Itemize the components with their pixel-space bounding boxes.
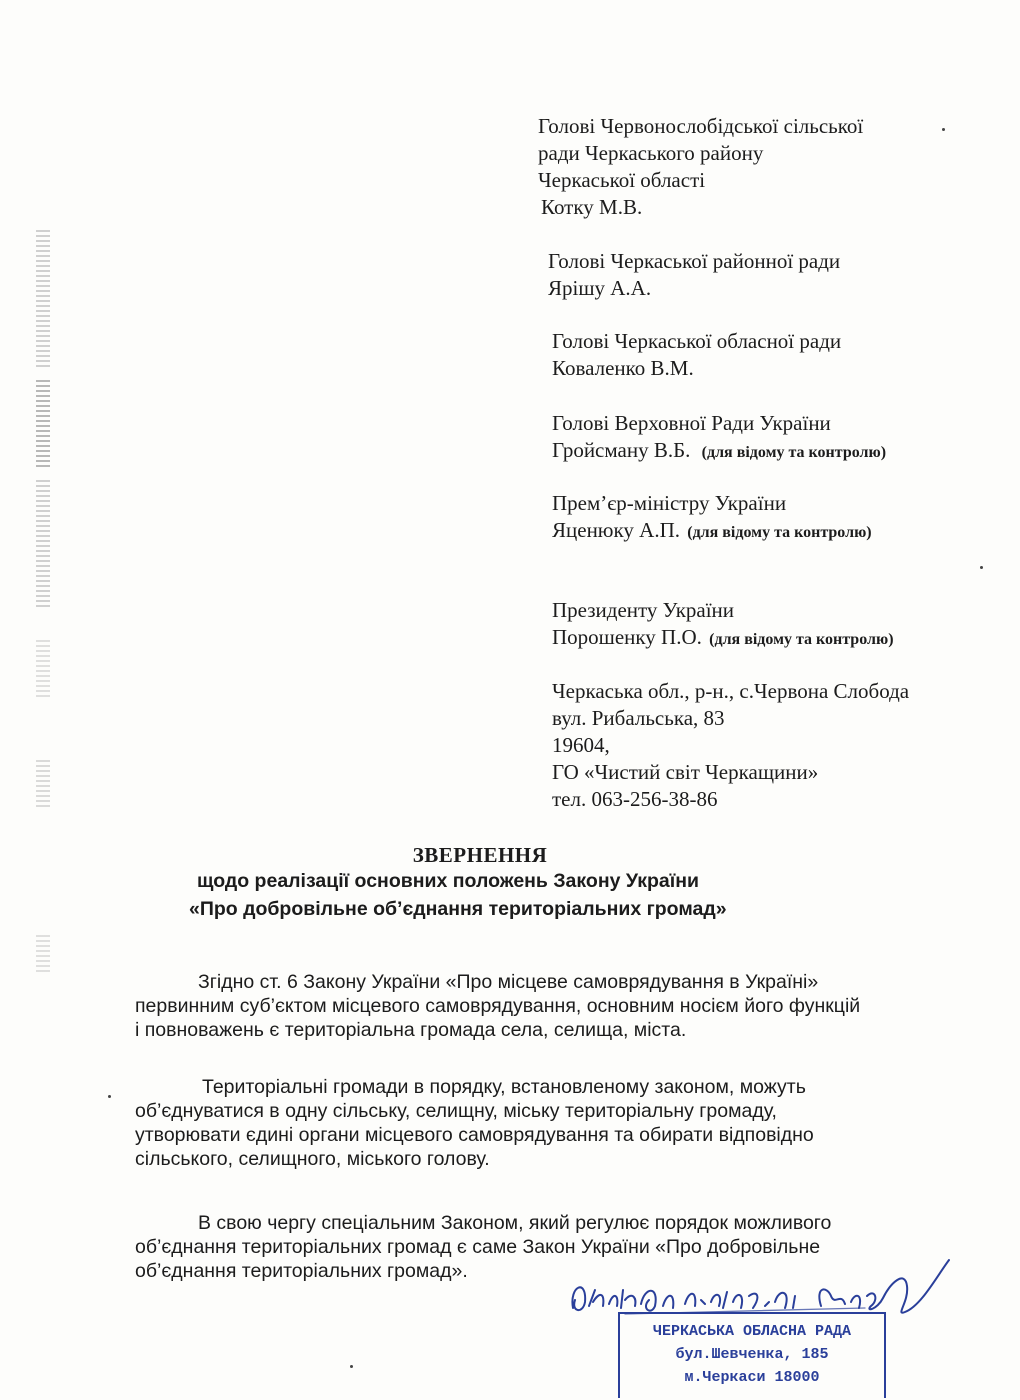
scan-edge-artifact <box>36 760 50 810</box>
document-subtitle: щодо реалізації основних положень Закону України <box>197 870 700 892</box>
sender-line: тел. 063-256-38-86 <box>552 787 718 811</box>
scan-edge-artifact <box>36 480 50 610</box>
recipient-line: Прем’єр-міністру України <box>552 491 787 515</box>
sender-address <box>552 678 909 813</box>
scan-speck <box>942 128 945 131</box>
recipient-line: Президенту України <box>552 598 735 622</box>
recipient-line: Порошенку П.О. <box>552 625 702 649</box>
scan-edge-artifact <box>36 230 50 370</box>
stamp-line: бул.Шевченка, 185 <box>675 1346 829 1363</box>
recipient-block-1 <box>538 113 863 221</box>
document-title: ЗВЕРНЕННЯ <box>412 843 548 867</box>
recipient-note: (для відому та контролю) <box>709 631 894 648</box>
paragraph-line: Територіальні громади в порядку, встановленому законом, можуть <box>202 1076 806 1098</box>
sender-line: ГО «Чистий світ Черкащини» <box>552 760 819 784</box>
recipient-note: (для відому та контролю) <box>701 444 887 461</box>
recipient-line: Ярішу А.А. <box>548 276 652 300</box>
stamp-line: м.Черкаси 18000 <box>684 1369 820 1386</box>
recipient-line: Голові Верховної Ради України <box>552 411 831 435</box>
recipient-block-5 <box>552 490 872 546</box>
paragraph-line: Згідно ст. 6 Закону України «Про місцеве самоврядування в Україні» <box>198 971 819 993</box>
recipient-line: Голові Червонослобідської сільської <box>538 114 864 138</box>
recipient-note: (для відому та контролю) <box>687 524 872 541</box>
paragraph-line: об’єднання територіальних громад є саме Закон України «Про добровільне <box>135 1236 821 1258</box>
recipient-block-4 <box>552 410 886 466</box>
recipient-line: Гройсману В.Б. <box>552 438 691 462</box>
paragraph-line: первинним суб’єктом місцевого самоврядування, основним носієм його функцій <box>135 995 861 1017</box>
recipient-block-2 <box>548 248 840 302</box>
recipient-block-6 <box>552 597 894 653</box>
recipient-line: Яценюку А.П. <box>552 518 680 542</box>
paragraph-line: В свою чергу спеціальним Законом, який регулює порядок можливого <box>198 1212 832 1234</box>
paragraph-line: об’єднуватися в одну сільську, селищну, міську територіальну громаду, <box>135 1100 777 1122</box>
sender-line: 19604, <box>552 733 610 757</box>
scan-speck <box>350 1365 353 1368</box>
paragraph-line: об’єднання територіальних громад». <box>135 1260 468 1282</box>
scan-edge-artifact <box>36 935 50 975</box>
stamp-line: ЧЕРКАСЬКА ОБЛАСНА РАДА <box>652 1323 852 1340</box>
recipient-line: Коваленко В.М. <box>552 356 694 380</box>
body-paragraph-2 <box>135 1075 955 1171</box>
body-paragraph-1 <box>135 970 955 1042</box>
recipient-line: Голові Черкаської обласної ради <box>552 329 842 353</box>
scan-edge-artifact <box>36 640 50 700</box>
paragraph-line: сільського, селищного, міського голову. <box>135 1148 490 1170</box>
document-subtitle: «Про добровільне об’єднання територіальних громад» <box>189 898 727 920</box>
recipient-line: ради Черкаського району <box>538 141 764 165</box>
recipient-line: Черкаської області <box>538 168 706 192</box>
institution-stamp <box>618 1312 886 1398</box>
paragraph-line: і повноважень є територіальна громада села, селища, міста. <box>135 1019 687 1041</box>
recipient-line: Котку М.В. <box>541 195 643 219</box>
scan-speck <box>980 566 983 569</box>
sender-line: вул. Рибальська, 83 <box>552 706 725 730</box>
sender-line: Черкаська обл., р-н., с.Червона Слобода <box>552 679 910 703</box>
scan-edge-artifact <box>36 380 50 470</box>
scan-speck <box>108 1095 111 1098</box>
paragraph-line: утворювати єдині органи місцевого самоврядування та обирати відповідно <box>135 1124 814 1146</box>
recipient-line: Голові Черкаської районної ради <box>548 249 841 273</box>
recipient-block-3 <box>552 328 841 382</box>
